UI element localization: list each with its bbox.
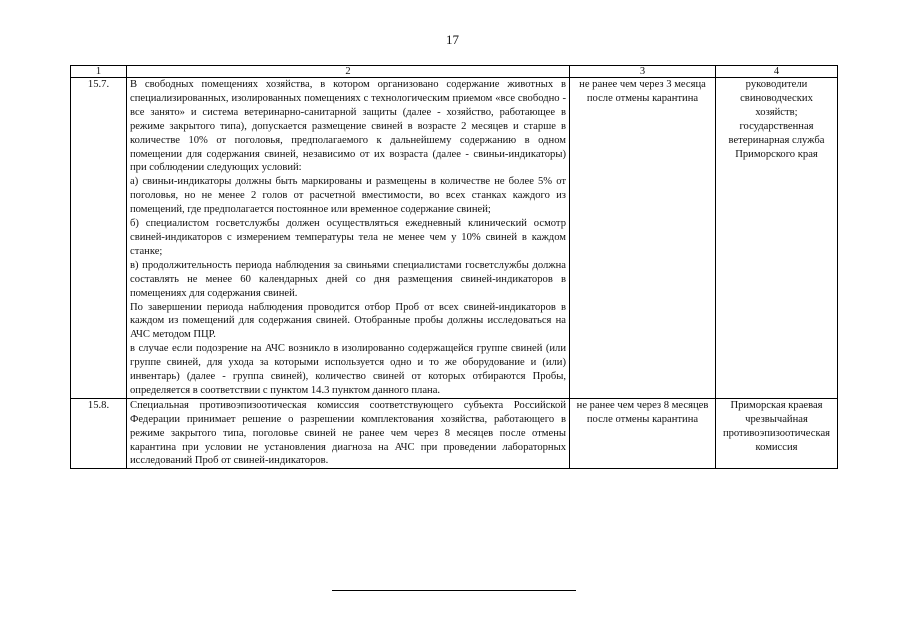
paragraph: По завершении периода наблюдения проводится отбор Проб от всех свиней-индикаторов в каждом из помещений для содержания свиней. Отобранные пробы должны исследоваться на АЧС методом ПЦР. [130,301,566,341]
table-row [71,398,838,469]
row-number: 15.7. [71,78,127,399]
page-number: 17 [446,32,459,47]
deadline-cell: не ранее чем через 3 месяца после отмены карантина [570,78,716,399]
responsible-cell: руководители свиноводческих хозяйств; государственная ветеринарная служба Приморского края [716,78,838,399]
paragraph: В свободных помещениях хозяйства, в котором организовано содержание животных в специализированных, изолированных помещениях с технологическим приемом «все свободно - все занято» и система ветеринарно-санитарной защиты (далее - хозяйство, работающее в режиме закрытого типа), допускается размещение свиней в возрасте 2 месяцев и старше в количестве 10% от поголовья, предполагаемого к дальнейшему содержанию в одном помещении для содержания свиней, независимо от их возраста (далее - свиньи-индикаторы) при соблюдении следующих условий: [130,79,566,174]
measures-table [70,65,838,469]
header-col-3: 3 [570,66,716,78]
paragraph: б) специалистом госветслужбы должен осуществляться ежедневный клинический осмотр свиней-индикаторов с измерением температуры тела не менее чем у 10% свиней в каждом станке; [130,218,566,257]
table-header-row [71,66,838,78]
measure-text [127,78,570,399]
table-row [71,78,838,399]
measure-text [127,398,570,469]
paragraph: а) свиньи-индикаторы должны быть маркированы и размещены в количестве не более 5% от поголовья, но не менее 2 голов от расчетной вместимости, во всех станках каждого из помещений, где предполагается постоянное или временное содержание свиней; [130,176,566,216]
paragraph: Специальная противоэпизоотическая комиссия соответствующего субъекта Российской Федерации принимает решение о разрешении комплектования хозяйства, работающего в режиме закрытого типа, поголовье свиней не ранее чем через 8 месяцев после отмены карантина при условии не установления диагноза на АЧС при проведении лабораторных исследований Проб от свиней-индикаторов. [130,399,566,467]
responsible-cell: Приморская краевая чрезвычайная противоэпизоотическая комиссия [716,398,838,469]
header-col-4: 4 [716,66,838,78]
row-number: 15.8. [71,398,127,469]
header-col-2: 2 [127,66,570,78]
footer-divider [332,590,576,591]
header-col-1: 1 [71,66,127,78]
deadline-cell: не ранее чем через 8 месяцев после отмены карантина [570,398,716,469]
paragraph: в случае если подозрение на АЧС возникло в изолированно содержащейся группе свиней (или группе свиней, для ухода за которыми используется одно и то же оборудование и (или) инвентарь) (далее - группа свиней), количество свиней от которых отбираются Пробы, определяется в соответствии с пунктом 14.3 пунктом данного плана. [130,343,566,396]
paragraph: в) продолжительность периода наблюдения за свиньями специалистами госветслужбы должна составлять не менее 60 календарных дней со дня размещения свиней-индикаторов в помещениях для содержания свиней. [130,259,566,299]
